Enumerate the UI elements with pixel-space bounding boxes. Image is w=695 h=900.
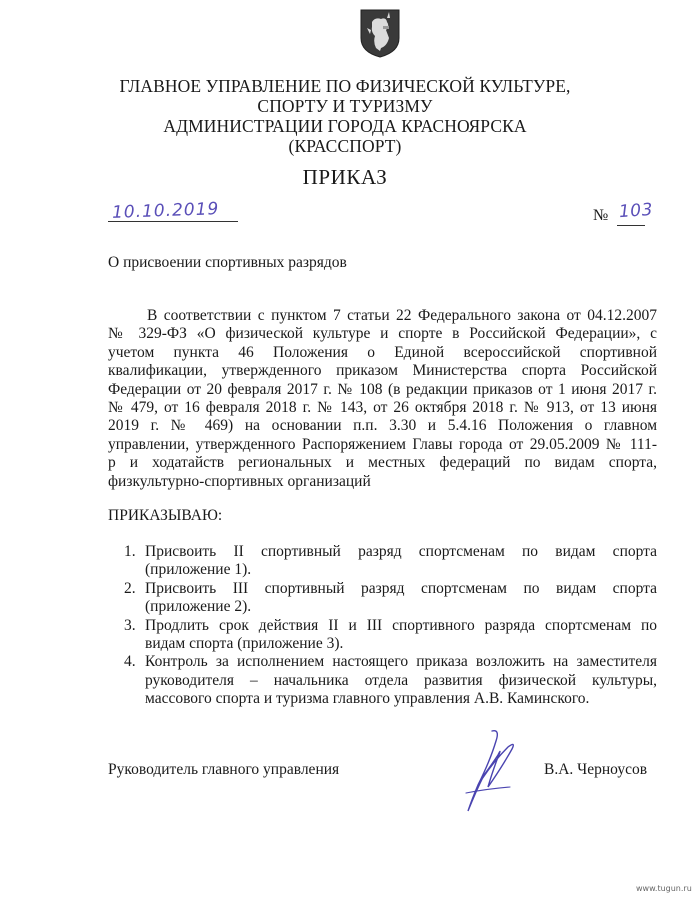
preamble-line: физкультурно-спортивных организаций [108,472,371,490]
preamble-line: В соответствии с пунктом 7 статьи 22 Федерального закона от 04.12.2007 [147,307,657,324]
preamble-line: № 329-ФЗ «О физической культуре и спорте в Российской Федерации», с [108,325,657,343]
organization-line-2: СПОРТУ И ТУРИЗМУ [257,96,433,116]
list-item-line: Продлить срок действия II и III спортивного разряда спортсменам по [145,616,657,634]
order-items-list [124,543,657,709]
list-item-number: 2. [124,579,136,597]
list-item-number: 3. [124,616,136,634]
signer-position: Руководитель главного управления [108,761,340,778]
preamble-paragraph [108,307,657,491]
list-item-line: Контроль за исполнением настоящего приказа возложить на заместителя [145,653,657,671]
date-underline [108,221,238,222]
list-item-line: Присвоить III спортивный разряд спортсменам по видам спорта [145,579,657,597]
preamble-line: управлении, утвержденного Распоряжением Главы города от 29.05.2009 № 111- [108,435,657,453]
document-title: ПРИКАЗ [302,165,388,189]
list-item-line: видам спорта (приложение 3). [145,635,344,653]
krasnoyarsk-coat-of-arms-icon [359,8,401,58]
list-item-number: 4. [124,653,136,671]
number-underline [617,225,645,226]
list-item-line: массового спорта и туризма главного управления А.В. Каминского. [145,690,590,708]
list-item-number: 1. [124,543,136,560]
list-item [124,617,657,654]
preamble-line: № 479, от 16 февраля 2018 г. № 143, от 26 октября 2018 г. № 913, от 13 июня [108,399,657,417]
list-item-line: руководителя – начальника отдела развития физической культуры, [145,671,657,689]
number-sign: № [593,207,609,224]
preamble-line: учетом пункта 46 Положения о Единой всероссийской спортивной [108,343,657,361]
organization-header [90,76,600,156]
organization-line-1: ГЛАВНОЕ УПРАВЛЕНИЕ ПО ФИЗИЧЕСКОЙ КУЛЬТУРЕ, [119,76,571,96]
list-item-line: Присвоить II спортивный разряд спортсменам по видам спорта [145,543,657,560]
list-item [124,580,657,617]
organization-line-4: (КРАССПОРТ) [288,136,402,156]
list-item-line: (приложение 2). [145,598,252,616]
list-item [124,653,657,708]
handwritten-signature [446,727,526,817]
document-subject: О присвоении спортивных разрядов [108,254,347,271]
watermark: www.tugun.ru [636,884,692,893]
document-date-field [108,199,238,225]
preamble-line: 2019 г. № 469) на основании п.п. 3.30 и 5.4.16 Положения о главном [108,417,657,435]
document-number-field [593,199,654,227]
order-heading: ПРИКАЗЫВАЮ: [108,507,223,524]
preamble-line: квалификации, утвержденного приказом Министерства спорта Российской [108,362,657,380]
document-date: 10.10.2019 [111,199,220,223]
document-number: 103 [618,199,654,223]
list-item-line: (приложение 1). [145,561,252,579]
signer-name: В.А. Черноусов [544,761,648,778]
organization-line-3: АДМИНИСТРАЦИИ ГОРОДА КРАСНОЯРСКА [163,116,527,136]
preamble-line: р и ходатайств региональных и местных федераций по видам спорта, [108,454,657,472]
preamble-line: Федерации от 20 февраля 2017 г. № 108 (в редакции приказов от 1 июня 2017 г. [108,380,657,398]
list-item [124,543,657,580]
